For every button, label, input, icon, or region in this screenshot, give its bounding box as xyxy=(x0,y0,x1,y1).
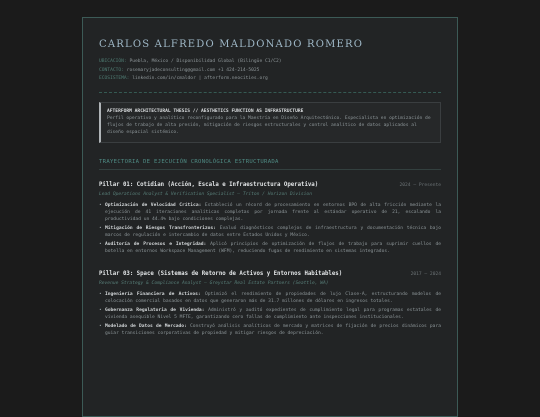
job-dates: 2017 – 2024 xyxy=(410,271,441,277)
job-header xyxy=(99,271,441,277)
header-divider xyxy=(99,92,441,93)
bullet-item xyxy=(99,323,441,337)
bullet-heading: Mitigación de Riesgos Transfronterizos: xyxy=(105,225,216,231)
bullet-text: Aplicó principios de optimización de flujos de trabajo para suprimir cuellos de botella en entornos Workspace Management (WFM), reduciendo fugas de rendimiento en sistemas integrados. xyxy=(105,241,441,254)
candidate-name: CARLOS ALFREDO MALDONADO ROMERO xyxy=(99,39,364,50)
bullet-item xyxy=(99,291,441,305)
bullet-heading: Modelado de Datos de Mercado: xyxy=(105,323,187,329)
bullet-text: Evaluó diagnósticos complejos de infraestructura y documentación técnica bajo marcos de regulación e intercambio de datos entre Estados Unidos y México. xyxy=(105,225,441,238)
job-role: Lead Operations Analyst & Verification Specialist — Triton / Horizon Division xyxy=(99,191,312,197)
contact-info-key: CONTACTO: xyxy=(99,67,124,73)
section-title: TRAYECTORIA DE EJECUCIÓN CRONOLÓGICA ESTRUCTURADA xyxy=(99,158,279,165)
contact-ecosystem-value[interactable]: linkedin.com/in/cmaldor | afterform.neocities.org xyxy=(132,76,268,81)
job-entry xyxy=(99,271,441,337)
job-bullets xyxy=(99,291,441,337)
section-rule xyxy=(99,169,441,170)
job-bullets xyxy=(99,202,441,255)
bullet-text: Construyó análisis analíticos de mercado y matrices de fijación de precios dinámicos para guiar transiciones corporativas de propiedad y mitigar riesgos de depreciación. xyxy=(105,323,441,336)
bullet-heading: Auditoría de Procesos e Integridad: xyxy=(105,241,207,247)
contact-location-value: Puebla, México / Disponibilidad Global (Bilingüe C1/C2) xyxy=(129,59,282,64)
job-dates: 2024 – Presente xyxy=(399,182,441,188)
resume-page xyxy=(82,17,458,417)
bullet-text: Estableció un récord de procesamiento en entornos BPO de alta fricción mediante la ejecución de 41 iteraciones analíticas completas por jornada frente al estándar operativo de 21, escalando la productividad un 44.4% bajo condiciones complejas. xyxy=(105,202,441,222)
job-entry xyxy=(99,182,441,255)
contact-ecosystem-key: ECOSISTEMA: xyxy=(99,76,130,81)
thesis-box xyxy=(99,102,441,143)
bullet-heading: Optimización de Velocidad Crítica: xyxy=(105,202,202,208)
job-role: Revenue Strategy & Compliance Analyst — Greystar Real Estate Partners (Seattle, WA) xyxy=(99,280,329,286)
thesis-body: Perfil operativo y analítico reconfigurado para la Maestría en Diseño Arquitectónico. Especialista en optimización de flujos de trabajo de alta presión, mitigación de riesgos estructurales y control analítico de datos aplicados al diseño espacial sistémico. xyxy=(107,115,431,135)
contact-info-value[interactable]: rosemaryjadeconsulting@gmail.com +1 424-214-5025 xyxy=(126,67,260,73)
job-title: Pillar 03: Space (Sistemas de Retorno de Activos y Entornos Habitables) xyxy=(99,270,343,277)
contact-ecosystem xyxy=(99,75,441,84)
bullet-text: Administró y auditó expedientes de cumplimiento legal para programas estatales de vivienda asequible Nivel 5 MFTE, garantizando cero fallas de cumplimiento ante inspecciones institucionales. xyxy=(105,307,441,320)
bullet-text: Optimizó el rendimiento de propiedades de lujo Clase-A, estructurando modelos de colocación comercial basados en datos que generaron más de 31.7 millones de dólares en ingresos totales. xyxy=(105,291,441,304)
bullet-item xyxy=(99,307,441,321)
contact-info xyxy=(99,67,441,76)
bullet-heading: Gobernanza Regulatoria de Vivienda: xyxy=(105,307,205,313)
bullet-item xyxy=(99,202,441,223)
contact-block xyxy=(99,58,441,84)
bullet-heading: Ingeniería Financiera de Activos: xyxy=(105,291,201,297)
contact-location-key: UBICACIÓN: xyxy=(99,59,127,64)
thesis-title: AFTERFORM ARCHITECTURAL THESIS // AESTHETICS FUNCTION AS INFRASTRUCTURE xyxy=(107,108,304,114)
bullet-item xyxy=(99,225,441,239)
bullet-item xyxy=(99,241,441,255)
job-header xyxy=(99,182,441,188)
contact-location xyxy=(99,58,441,67)
job-title: Pillar 01: Cotidian (Acción, Escala e Infraestructura Operativa) xyxy=(99,181,319,188)
